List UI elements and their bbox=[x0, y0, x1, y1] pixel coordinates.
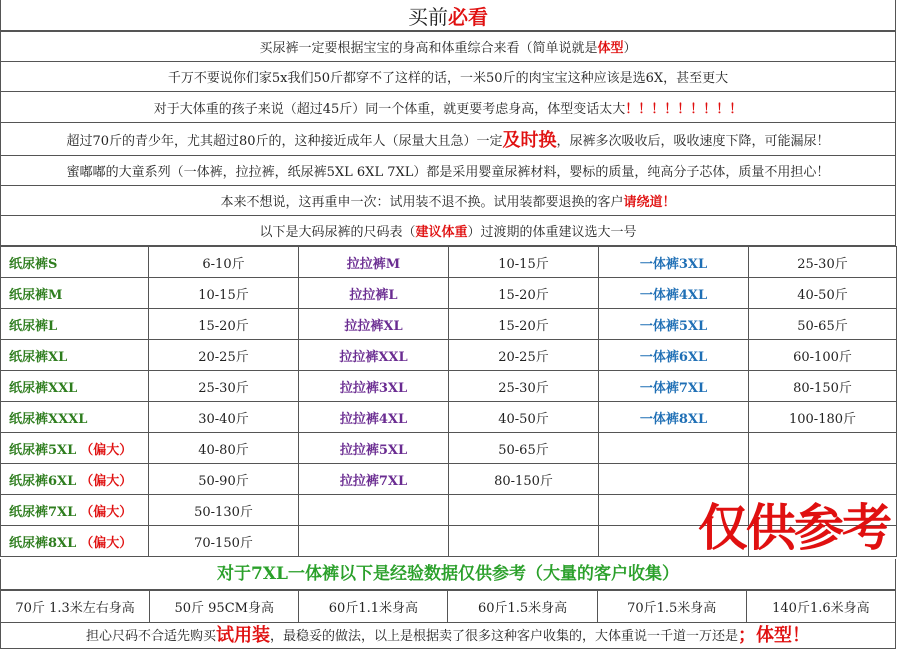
onesie-weight-cell bbox=[749, 309, 897, 340]
diaper-weight: 50-90斤 bbox=[198, 473, 249, 489]
diaper-size: 纸尿裤XXL bbox=[9, 380, 78, 396]
pullup-size-cell bbox=[299, 340, 449, 371]
note-line-1: 买尿裤一定要根据宝宝的身高和体重综合来看（简单说就是 体型 ） bbox=[0, 31, 896, 62]
diaper-weight-cell bbox=[149, 433, 299, 464]
pullup-weight-cell bbox=[449, 464, 599, 495]
diaper-size-cell bbox=[1, 278, 149, 309]
onesie-weight-cell bbox=[749, 247, 897, 278]
diaper-weight: 30-40斤 bbox=[198, 411, 249, 427]
pullup-weight-cell bbox=[449, 433, 599, 464]
onesie-size-cell bbox=[599, 402, 749, 433]
note-line-3: 对于大体重的孩子来说（超过45斤）同一个体重，就更要考虑身高，体型变话太大 ！！！！！！！！！ bbox=[0, 92, 896, 123]
diaper-weight-cell bbox=[149, 371, 299, 402]
onesie-size: 一体裤7XL bbox=[639, 380, 708, 396]
experience-cell: 60斤1.1米身高 bbox=[299, 591, 448, 623]
page-title: 买前 必看 bbox=[0, 0, 896, 31]
onesie-size: 一体裤6XL bbox=[639, 349, 708, 365]
onesie-weight-cell bbox=[749, 402, 897, 433]
pullup-weight: 40-50斤 bbox=[498, 411, 549, 427]
oversize-note: （偏大） bbox=[80, 473, 133, 489]
oversize-note: （偏大） bbox=[80, 504, 133, 520]
pullup-size: 拉拉裤M bbox=[346, 256, 401, 272]
diaper-size-cell bbox=[1, 464, 149, 495]
diaper-size: 纸尿裤7XL bbox=[9, 504, 77, 520]
pullup-weight-cell bbox=[449, 309, 599, 340]
experience-cell: 60斤1.5米身高 bbox=[448, 591, 597, 623]
onesie-weight: 100-180斤 bbox=[788, 411, 857, 427]
pullup-weight: 50-65斤 bbox=[498, 442, 549, 458]
onesie-size: 一体裤3XL bbox=[639, 256, 708, 272]
diaper-weight-cell bbox=[149, 309, 299, 340]
table-row bbox=[1, 433, 897, 464]
onesie-weight-cell bbox=[749, 340, 897, 371]
diaper-weight-cell bbox=[149, 526, 299, 557]
diaper-size-cell bbox=[1, 371, 149, 402]
diaper-size: 纸尿裤6XL bbox=[9, 473, 77, 489]
diaper-size: 纸尿裤M bbox=[9, 287, 63, 303]
pullup-size: 拉拉裤5XL bbox=[339, 442, 408, 458]
pullup-weight-cell bbox=[449, 402, 599, 433]
onesie-size: 一体裤4XL bbox=[639, 287, 708, 303]
onesie-size: 一体裤8XL bbox=[639, 411, 708, 427]
diaper-weight: 15-20斤 bbox=[198, 318, 249, 334]
pullup-size-cell bbox=[299, 464, 449, 495]
table-row bbox=[1, 278, 897, 309]
diaper-size-cell bbox=[1, 433, 149, 464]
diaper-weight-cell bbox=[149, 464, 299, 495]
table-row bbox=[1, 402, 897, 433]
pullup-weight: 20-25斤 bbox=[498, 349, 549, 365]
pullup-size: 拉拉裤XXL bbox=[339, 349, 408, 365]
onesie-weight-cell bbox=[749, 371, 897, 402]
watermark-stamp: 仅供参考 bbox=[698, 499, 890, 557]
note-line-2: 千万不要说你们家5x我们50斤都穿不了这样的话，一米50斤的肉宝宝这种应该是选6X，甚至更大 bbox=[0, 62, 896, 92]
pullup-weight-cell bbox=[449, 340, 599, 371]
pullup-size-cell bbox=[299, 433, 449, 464]
experience-cell: 50斤 95CM身高 bbox=[150, 591, 299, 623]
diaper-size: 纸尿裤S bbox=[9, 256, 58, 272]
onesie-size-cell bbox=[599, 464, 749, 495]
diaper-weight: 50-130斤 bbox=[194, 504, 253, 520]
diaper-size-cell bbox=[1, 247, 149, 278]
onesie-size-cell bbox=[599, 278, 749, 309]
pullup-weight-cell bbox=[449, 278, 599, 309]
onesie-size-cell bbox=[599, 309, 749, 340]
diaper-size-cell bbox=[1, 309, 149, 340]
diaper-weight-cell bbox=[149, 247, 299, 278]
experience-cell: 70斤1.5米身高 bbox=[597, 591, 746, 623]
diaper-size: 纸尿裤XXXL bbox=[9, 411, 88, 427]
pullup-size: 拉拉裤3XL bbox=[339, 380, 408, 396]
pullup-size-cell bbox=[299, 495, 449, 526]
onesie-weight-cell bbox=[749, 278, 897, 309]
pullup-weight: 10-15斤 bbox=[498, 256, 549, 272]
onesie-weight: 40-50斤 bbox=[797, 287, 848, 303]
pullup-size-cell bbox=[299, 309, 449, 340]
pullup-weight-cell bbox=[449, 247, 599, 278]
pullup-size-cell bbox=[299, 247, 449, 278]
diaper-weight-cell bbox=[149, 402, 299, 433]
diaper-size-cell bbox=[1, 495, 149, 526]
onesie-size-cell bbox=[599, 371, 749, 402]
pullup-weight: 80-150斤 bbox=[494, 473, 553, 489]
diaper-size-cell bbox=[1, 340, 149, 371]
onesie-weight-cell bbox=[749, 464, 897, 495]
diaper-weight: 10-15斤 bbox=[198, 287, 249, 303]
pullup-weight-cell bbox=[449, 526, 599, 557]
pullup-size: 拉拉裤L bbox=[349, 287, 398, 303]
diaper-size: 纸尿裤L bbox=[9, 318, 58, 334]
note-line-7: 以下是大码尿裤的尺码表（ 建议体重 ）过渡期的体重建议选大一号 bbox=[0, 216, 896, 246]
onesie-size-cell bbox=[599, 433, 749, 464]
table-row bbox=[1, 464, 897, 495]
pullup-weight: 15-20斤 bbox=[498, 287, 549, 303]
diaper-weight-cell bbox=[149, 278, 299, 309]
pullup-size: 拉拉裤7XL bbox=[339, 473, 408, 489]
pullup-size-cell bbox=[299, 526, 449, 557]
pullup-weight-cell bbox=[449, 495, 599, 526]
table-row bbox=[1, 309, 897, 340]
experience-cell: 140斤1.6米身高 bbox=[746, 591, 895, 623]
experience-cell: 70斤 1.3米左右身高 bbox=[1, 591, 150, 623]
onesie-size-cell bbox=[599, 247, 749, 278]
diaper-size: 纸尿裤5XL bbox=[9, 442, 77, 458]
diaper-weight: 20-25斤 bbox=[198, 349, 249, 365]
pullup-size: 拉拉裤XL bbox=[344, 318, 403, 334]
diaper-weight-cell bbox=[149, 495, 299, 526]
note-line-4: 超过70斤的青少年，尤其超过80斤的，这种接近成年人（尿量大且急）一定 及时换 ，尿裤多次吸收后，吸收速度下降，可能漏尿！ bbox=[0, 123, 896, 156]
onesie-weight: 60-100斤 bbox=[793, 349, 852, 365]
table-row bbox=[1, 247, 897, 278]
pullup-weight: 25-30斤 bbox=[498, 380, 549, 396]
diaper-size-cell bbox=[1, 402, 149, 433]
diaper-weight-cell bbox=[149, 340, 299, 371]
diaper-weight: 70-150斤 bbox=[194, 535, 253, 551]
pullup-size-cell bbox=[299, 402, 449, 433]
footer-note: 担心尺码不合适先购买 试用装 ，最稳妥的做法，以上是根据卖了很多这种客户收集的，大体重说一千道一万还是 ；体型！ bbox=[0, 620, 896, 649]
onesie-weight: 25-30斤 bbox=[797, 256, 848, 272]
onesie-weight: 50-65斤 bbox=[797, 318, 848, 334]
pullup-size-cell bbox=[299, 371, 449, 402]
note-line-5: 蜜嘟嘟的大童系列（一体裤，拉拉裤，纸尿裤5XL 6XL 7XL）都是采用婴童尿裤材料，婴标的质量，纯高分子芯体，质量不用担心！ bbox=[0, 156, 896, 186]
table-row bbox=[1, 340, 897, 371]
diaper-size: 纸尿裤XL bbox=[9, 349, 68, 365]
diaper-size: 纸尿裤8XL bbox=[9, 535, 77, 551]
experience-title: 对于7XL一体裤以下是经验数据仅供参考（大量的客户收集） bbox=[0, 559, 896, 590]
table-row bbox=[1, 371, 897, 402]
pullup-weight: 15-20斤 bbox=[498, 318, 549, 334]
experience-table bbox=[0, 590, 896, 623]
oversize-note: （偏大） bbox=[80, 535, 133, 551]
diaper-size-cell bbox=[1, 526, 149, 557]
diaper-weight: 6-10斤 bbox=[202, 256, 245, 272]
oversize-note: （偏大） bbox=[80, 442, 133, 458]
diaper-weight: 40-80斤 bbox=[198, 442, 249, 458]
diaper-weight: 25-30斤 bbox=[198, 380, 249, 396]
pullup-size-cell bbox=[299, 278, 449, 309]
onesie-weight-cell bbox=[749, 433, 897, 464]
pullup-weight-cell bbox=[449, 371, 599, 402]
onesie-size: 一体裤5XL bbox=[639, 318, 708, 334]
pullup-size: 拉拉裤4XL bbox=[339, 411, 408, 427]
onesie-size-cell bbox=[599, 340, 749, 371]
onesie-weight: 80-150斤 bbox=[793, 380, 852, 396]
table-row bbox=[1, 591, 896, 623]
note-line-6: 本来不想说，这再重申一次：试用装不退不换。试用装都要退换的客户 请绕道！ bbox=[0, 186, 896, 216]
